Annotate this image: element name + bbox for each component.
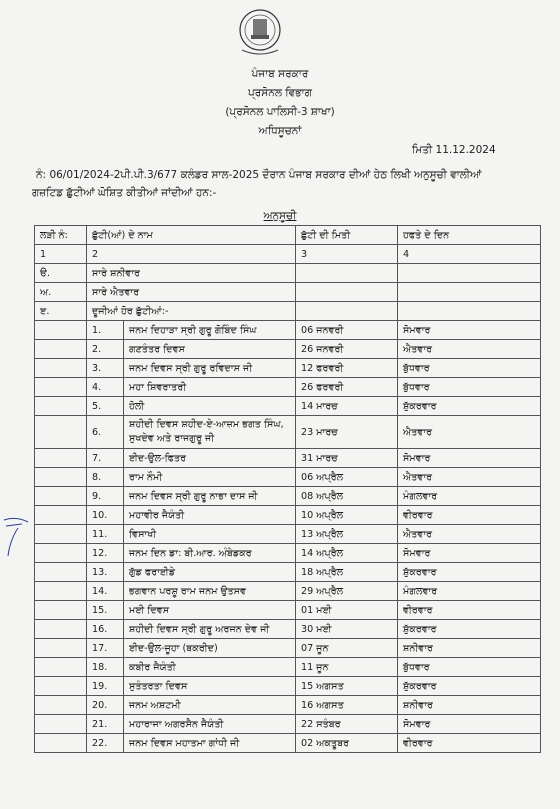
holiday-name: ਮਹਾਵੀਰ ਜੈਯੰਤੀ [124, 506, 296, 525]
holiday-row [35, 340, 541, 359]
holiday-name: ਮਹਾਰਾਜਾ ਅਗਰਸੈਨ ਜੈਯੰਤੀ [124, 715, 296, 734]
holiday-row [35, 696, 541, 715]
col-number: 4 [398, 245, 541, 264]
holiday-number: 8. [87, 468, 124, 487]
category-row [35, 302, 541, 321]
holiday-date: 08 ਅਪ੍ਰੈਲ [296, 487, 398, 506]
holiday-number: 7. [87, 449, 124, 468]
empty-cell [35, 620, 87, 639]
category-code: ੲ. [35, 302, 87, 321]
schedule-heading: ਅਨੁਸੂਚੀ [263, 210, 297, 222]
holiday-day: ਐਤਵਾਰ [398, 416, 541, 449]
holiday-row [35, 658, 541, 677]
holiday-name: ਹੋਲੀ [124, 397, 296, 416]
holiday-row [35, 359, 541, 378]
category-label: ਸਾਰੇ ਐਤਵਾਰ [87, 283, 296, 302]
holiday-day: ਵੀਰਵਾਰ [398, 506, 541, 525]
holiday-name: ਸ਼ਹੀਦੀ ਦਿਵਸ ਸ਼ਹੀਦ-ਏ-ਆਜ਼ਮ ਭਗਤ ਸਿੰਘ, ਸੁਖਦੇਵ ਅਤੇ ਰਾਜਗੁਰੂ ਜੀ [124, 416, 296, 449]
empty-cell [35, 359, 87, 378]
holiday-date: 26 ਫਰਵਰੀ [296, 378, 398, 397]
holiday-name: ਜਨਮ ਦਿਵਸ ਮਹਾਤਮਾ ਗਾਂਧੀ ਜੀ [124, 734, 296, 753]
column-number-row [35, 245, 541, 264]
col-header-name: ਛੁੱਟੀ(ਆਂ) ਦੇ ਨਾਮ [87, 226, 296, 245]
holiday-day: ਵੀਰਵਾਰ [398, 734, 541, 753]
holiday-row [35, 487, 541, 506]
holiday-row [35, 563, 541, 582]
notice-paragraph [32, 166, 536, 202]
holiday-day: ਸ਼ੁੱਕਰਵਾਰ [398, 620, 541, 639]
holiday-name: ਮਹਾ ਸ਼ਿਵਰਾਤਰੀ [124, 378, 296, 397]
notice-line-2: ਗਜ਼ਟਿਡ ਛੁੱਟੀਆਂ ਘੋਸ਼ਿਤ ਕੀਤੀਆਂ ਜਾਂਦੀਆਂ ਹਨ:- [32, 187, 217, 199]
holiday-row [35, 321, 541, 340]
notice-line-1: ਨੰ: 06/01/2024-2ਪੀ.ਪੀ.3/677 ਕਲੰਡਰ ਸਾਲ-2025 ਦੌਰਾਨ ਪੰਜਾਬ ਸਰਕਾਰ ਦੀਆਂ ਹੇਠ ਲਿਖੀ ਅਨੁਸੂਚੀ ਵਾਲੀਆਂ [36, 169, 482, 181]
empty-cell [35, 506, 87, 525]
holiday-number: 13. [87, 563, 124, 582]
holiday-day: ਐਤਵਾਰ [398, 468, 541, 487]
holiday-date: 18 ਅਪ੍ਰੈਲ [296, 563, 398, 582]
holiday-name: ਜਨਮ ਦਿਵਸ ਸ੍ਰੀ ਗੁਰੂ ਰਵਿਦਾਸ ਜੀ [124, 359, 296, 378]
holiday-date: 22 ਸਤੰਬਰ [296, 715, 398, 734]
holiday-number: 10. [87, 506, 124, 525]
empty-cell [35, 715, 87, 734]
holiday-name: ਗੁੱਡ ਫਰਾਈਡੇ [124, 563, 296, 582]
government-emblem-icon [228, 6, 292, 62]
holiday-row [35, 416, 541, 449]
holiday-date: 13 ਅਪ੍ਰੈਲ [296, 525, 398, 544]
category-row [35, 283, 541, 302]
holiday-row [35, 639, 541, 658]
holiday-day: ਸੋਮਵਾਰ [398, 715, 541, 734]
holiday-number: 2. [87, 340, 124, 359]
branch-name: (ਪ੍ਰਸੋਨਲ ਪਾਲਿਸੀ-3 ਸ਼ਾਖਾ) [225, 106, 335, 118]
category-label: ਸਾਰੇ ਸ਼ਨੀਵਾਰ [87, 264, 296, 283]
holiday-name: ਜਨਮ ਦਿਹਾੜਾ ਸ੍ਰੀ ਗੁਰੂ ਗੋਬਿੰਦ ਸਿੰਘ [124, 321, 296, 340]
holiday-date: 02 ਅਕਤੂਬਰ [296, 734, 398, 753]
holiday-number: 22. [87, 734, 124, 753]
holiday-name: ਕਬੀਰ ਜੈਯੰਤੀ [124, 658, 296, 677]
category-code: ਅ. [35, 283, 87, 302]
holiday-day: ਐਤਵਾਰ [398, 525, 541, 544]
holiday-number: 3. [87, 359, 124, 378]
holiday-name: ਗਣਤੰਤਰ ਦਿਵਸ [124, 340, 296, 359]
holiday-date: 31 ਮਾਰਚ [296, 449, 398, 468]
holiday-row [35, 449, 541, 468]
holiday-name: ਜਨਮ ਅਸ਼ਟਮੀ [124, 696, 296, 715]
holiday-name: ਵਿਸਾਖੀ [124, 525, 296, 544]
holiday-row [35, 601, 541, 620]
holiday-table [34, 225, 541, 753]
holiday-date: 15 ਅਗਸਤ [296, 677, 398, 696]
holiday-date: 16 ਅਗਸਤ [296, 696, 398, 715]
holiday-day: ਸ਼ਨੀਵਾਰ [398, 639, 541, 658]
holiday-date: 10 ਅਪ੍ਰੈਲ [296, 506, 398, 525]
empty-cell [35, 525, 87, 544]
holiday-number: 14. [87, 582, 124, 601]
holiday-number: 16. [87, 620, 124, 639]
holiday-number: 12. [87, 544, 124, 563]
empty-cell [35, 468, 87, 487]
empty-cell [35, 696, 87, 715]
holiday-row [35, 677, 541, 696]
holiday-day: ਬੁੱਧਵਾਰ [398, 658, 541, 677]
holiday-name: ਸੁਤੰਤਰਤਾ ਦਿਵਸ [124, 677, 296, 696]
holiday-row [35, 715, 541, 734]
holiday-number: 5. [87, 397, 124, 416]
col-header-serial: ਲੜੀ ਨੰ: [35, 226, 87, 245]
holiday-number: 9. [87, 487, 124, 506]
holiday-day: ਸੋਮਵਾਰ [398, 544, 541, 563]
holiday-row [35, 734, 541, 753]
holiday-name: ਈਦ-ਉਲ-ਜੂਹਾ (ਬਕਰੀਦ) [124, 639, 296, 658]
category-label: ਦੂਜੀਆਂ ਹੋਰ ਛੁੱਟੀਆਂ:- [87, 302, 296, 321]
holiday-number: 4. [87, 378, 124, 397]
holiday-number: 15. [87, 601, 124, 620]
government-name: ਪੰਜਾਬ ਸਰਕਾਰ [251, 68, 309, 80]
holiday-day: ਵੀਰਵਾਰ [398, 601, 541, 620]
holiday-date: 26 ਜਨਵਰੀ [296, 340, 398, 359]
holiday-row [35, 544, 541, 563]
holiday-day: ਸ਼ਨੀਵਾਰ [398, 696, 541, 715]
empty-cell [35, 734, 87, 753]
holiday-date: 06 ਜਨਵਰੀ [296, 321, 398, 340]
holiday-row [35, 525, 541, 544]
holiday-name: ਜਨਮ ਦਿਵਸ ਸ੍ਰੀ ਗੁਰੂ ਨਾਭਾ ਦਾਸ ਜੀ [124, 487, 296, 506]
holiday-name: ਸ਼ਹੀਦੀ ਦਿਵਸ ਸ੍ਰੀ ਗੁਰੂ ਅਰਜਨ ਦੇਵ ਜੀ [124, 620, 296, 639]
holiday-day: ਸੋਮਵਾਰ [398, 449, 541, 468]
holiday-day: ਬੁੱਧਵਾਰ [398, 359, 541, 378]
empty-cell [35, 321, 87, 340]
holiday-date: 14 ਮਾਰਚ [296, 397, 398, 416]
empty-cell [35, 658, 87, 677]
col-number: 1 [35, 245, 87, 264]
notification-title: ਅਧਿਸੂਚਨਾਂ [258, 125, 302, 137]
holiday-day: ਮੰਗਲਵਾਰ [398, 582, 541, 601]
holiday-name: ਭਗਵਾਨ ਪਰਸ਼ੂ ਰਾਮ ਜਨਮ ਉਤਸਵ [124, 582, 296, 601]
holiday-day: ਸ਼ੁੱਕਰਵਾਰ [398, 563, 541, 582]
holiday-row [35, 582, 541, 601]
holiday-number: 19. [87, 677, 124, 696]
empty-cell [35, 487, 87, 506]
empty-cell [35, 544, 87, 563]
holiday-name: ਈਦ-ਉਲ-ਫਿਤਰ [124, 449, 296, 468]
holiday-date: 12 ਫਰਵਰੀ [296, 359, 398, 378]
holiday-day: ਸੋਮਵਾਰ [398, 321, 541, 340]
notification-date: ਮਿਤੀ 11.12.2024 [412, 144, 496, 156]
holiday-date: 07 ਜੂਨ [296, 639, 398, 658]
holiday-date: 06 ਅਪ੍ਰੈਲ [296, 468, 398, 487]
holiday-name: ਜਨਮ ਦਿਨ ਡਾ: ਬੀ.ਆਰ. ਅੰਬੇਡਕਰ [124, 544, 296, 563]
holiday-row [35, 620, 541, 639]
holiday-number: 20. [87, 696, 124, 715]
empty-cell [35, 563, 87, 582]
holiday-number: 18. [87, 658, 124, 677]
col-number: 2 [87, 245, 296, 264]
col-header-day: ਹਫਤੇ ਦੇ ਦਿਨ [398, 226, 541, 245]
col-header-date: ਛੁੱਟੀ ਦੀ ਮਿਤੀ [296, 226, 398, 245]
empty-cell [35, 378, 87, 397]
holiday-date: 14 ਅਪ੍ਰੈਲ [296, 544, 398, 563]
empty-cell [35, 677, 87, 696]
empty-cell [35, 601, 87, 620]
holiday-date: 23 ਮਾਰਚ [296, 416, 398, 449]
empty-cell [35, 582, 87, 601]
holiday-day: ਐਤਵਾਰ [398, 340, 541, 359]
category-row [35, 264, 541, 283]
holiday-number: 6. [87, 416, 124, 449]
holiday-number: 17. [87, 639, 124, 658]
holiday-date: 11 ਜੂਨ [296, 658, 398, 677]
holiday-day: ਸ਼ੁੱਕਰਵਾਰ [398, 397, 541, 416]
empty-cell [35, 416, 87, 449]
holiday-number: 1. [87, 321, 124, 340]
empty-cell [35, 397, 87, 416]
department-name: ਪ੍ਰਸੋਨਲ ਵਿਭਾਗ [248, 87, 312, 99]
holiday-date: 29 ਅਪ੍ਰੈਲ [296, 582, 398, 601]
holiday-row [35, 506, 541, 525]
empty-cell [35, 449, 87, 468]
table-header-row [35, 226, 541, 245]
holiday-name: ਮਈ ਦਿਵਸ [124, 601, 296, 620]
holiday-number: 11. [87, 525, 124, 544]
holiday-date: 30 ਮਈ [296, 620, 398, 639]
empty-cell [35, 340, 87, 359]
category-code: ੳ. [35, 264, 87, 283]
holiday-day: ਸ਼ੁੱਕਰਵਾਰ [398, 677, 541, 696]
holiday-date: 01 ਮਈ [296, 601, 398, 620]
empty-cell [35, 639, 87, 658]
holiday-row [35, 468, 541, 487]
holiday-number: 21. [87, 715, 124, 734]
col-number: 3 [296, 245, 398, 264]
holiday-day: ਬੁੱਧਵਾਰ [398, 378, 541, 397]
holiday-day: ਮੰਗਲਵਾਰ [398, 487, 541, 506]
holiday-row [35, 397, 541, 416]
margin-handwriting-mark [0, 512, 34, 558]
holiday-row [35, 378, 541, 397]
holiday-name: ਰਾਮ ਨੌਮੀ [124, 468, 296, 487]
